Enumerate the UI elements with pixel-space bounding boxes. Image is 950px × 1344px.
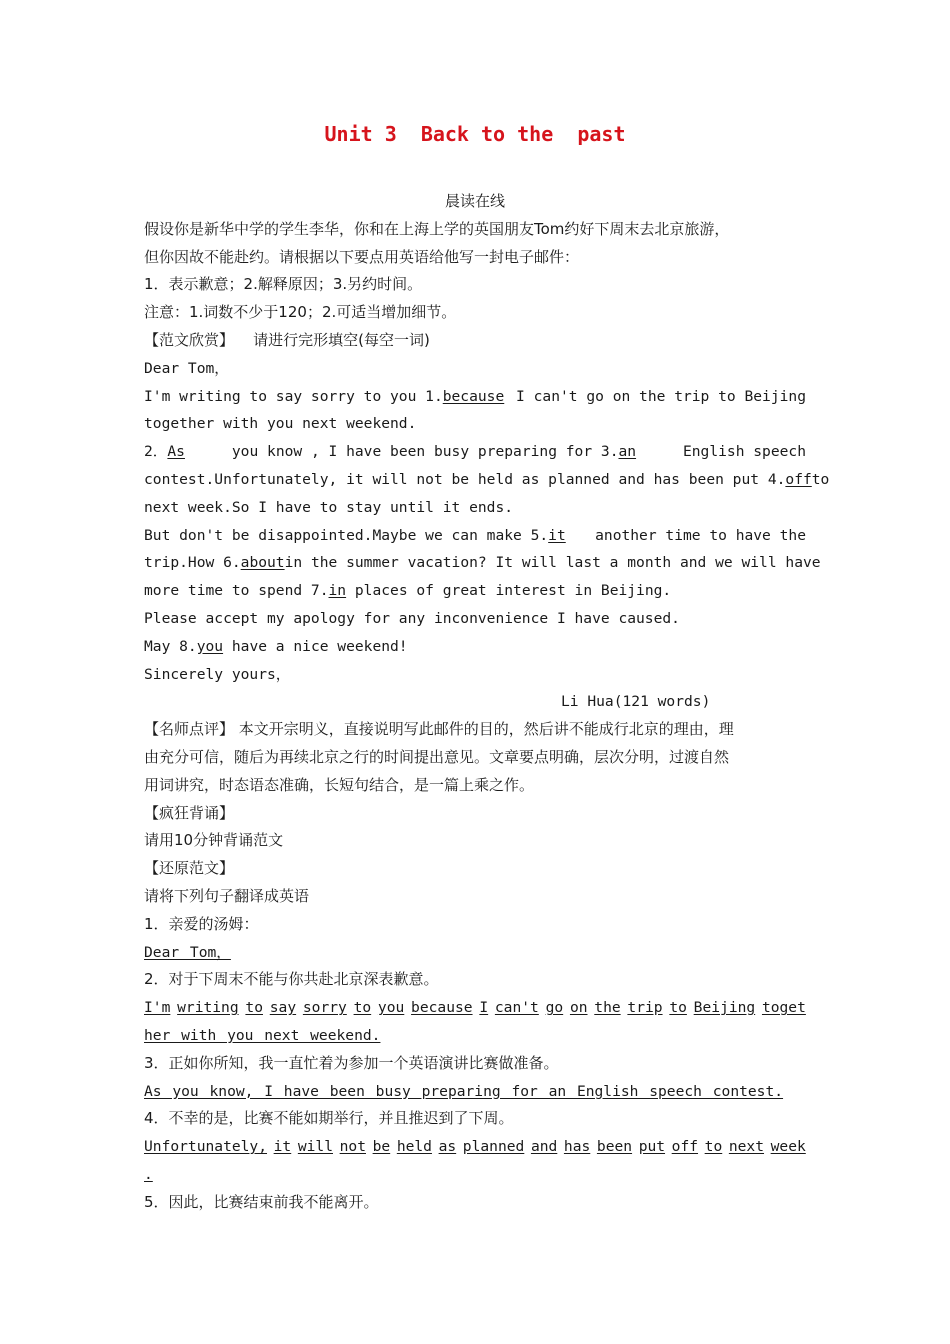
question-1: 1．亲爱的汤姆： <box>144 914 259 933</box>
text-segment: trip.How 6.about <box>144 554 285 572</box>
text-segment: another time to have the <box>595 526 806 544</box>
answer-word: to <box>245 999 263 1017</box>
text-segment: to <box>811 470 830 488</box>
answer-word: to <box>669 999 687 1017</box>
answer-word: to <box>353 999 372 1017</box>
question-3: 3．正如你所知，我一直忙着为参加一个英语演讲比赛做准备。 <box>144 1053 559 1072</box>
answer-word: has <box>563 1138 591 1156</box>
recite-instruction: 请用10分钟背诵范文 <box>144 831 284 850</box>
answer-word: the <box>594 999 621 1017</box>
text-segment: you know , I have been busy preparing for 3.an <box>231 443 637 461</box>
answer-4-line-2: . <box>144 1165 153 1183</box>
model-header-tag: 【范文欣赏】 <box>144 330 235 349</box>
blank-6: about <box>240 554 285 572</box>
answer-word: week <box>770 1138 806 1156</box>
answer-word: and <box>530 1138 558 1156</box>
answer-1: Dear Tom， <box>144 943 231 961</box>
letter-signature: Li Hua(121 words) <box>561 693 711 711</box>
letter-para5: May 8.you have a nice weekend! <box>144 637 408 655</box>
letter-para3-line1 <box>144 522 806 550</box>
prompt-line-2: 但你因故不能赴约。请根据以下要点用英语给他写一封电子邮件： <box>144 247 580 266</box>
blank-5: it <box>548 526 566 544</box>
blank-8: you <box>196 637 224 655</box>
question-4: 4．不幸的是，比赛不能如期举行，并且推迟到了下周。 <box>144 1109 514 1128</box>
letter-para2-line3: next week.So I have to stay until it ends. <box>144 498 514 516</box>
unit-title: Unit 3 Back to the past <box>324 122 626 146</box>
answer-word: not <box>339 1138 366 1156</box>
letter-para1-line1 <box>144 383 806 411</box>
answer-word: be <box>372 1138 391 1156</box>
answer-word: will <box>297 1138 333 1156</box>
answer-word: held <box>396 1138 432 1156</box>
answer-word: Unfortunately, <box>144 1138 268 1156</box>
letter-para3-line3: more time to spend 7.in places of great interest in Beijing. <box>144 582 672 600</box>
letter-greeting: Dear Tom， <box>144 359 229 377</box>
answer-word: as <box>438 1138 457 1156</box>
question-5: 5．因此，比赛结束前我不能离开。 <box>144 1192 379 1211</box>
text-segment: contest.Unfortunately, it will not be held as planned and has been put 4.off <box>144 470 812 488</box>
teacher-comment-line-1: 【名师点评】 本文开宗明义，直接说明写此邮件的目的，然后讲不能成行北京的理由，理 <box>144 720 734 739</box>
answer-word: put <box>638 1138 666 1156</box>
answer-word: it <box>273 1138 292 1156</box>
answer-4-line-1 <box>144 1133 806 1161</box>
answer-2-line-1 <box>144 994 806 1022</box>
letter-para2-line2 <box>144 466 830 494</box>
answer-word: you <box>377 999 405 1017</box>
answer-word: because <box>411 999 473 1017</box>
letter-para2-line1 <box>144 438 806 466</box>
text-segment: But don't be disappointed.Maybe we can make 5.it <box>144 526 566 544</box>
answer-word: writing <box>177 999 239 1017</box>
answer-word: say <box>269 999 297 1017</box>
model-header-instruction: 请进行完形填空(每空一词) <box>253 330 430 349</box>
question-2: 2．对于下周末不能与你共赴北京深表歉意。 <box>144 970 439 989</box>
blank-7: in <box>328 582 347 600</box>
section-title: 晨读在线 <box>444 192 505 210</box>
answer-word: Beijing <box>693 999 756 1017</box>
answer-word: off <box>671 1138 699 1156</box>
teacher-comment-line-3: 用词讲究，时态语态准确，长短句结合，是一篇上乘之作。 <box>144 775 535 794</box>
answer-word: go <box>545 999 564 1017</box>
blank-3: an <box>618 443 637 461</box>
text-segment: 2．As <box>144 443 185 461</box>
answer-2-line-2: her with you next weekend. <box>144 1026 381 1044</box>
answer-word: I <box>479 999 489 1017</box>
answer-word: planned <box>462 1138 525 1156</box>
answer-word: trip <box>627 999 663 1017</box>
restore-tag: 【还原范文】 <box>144 859 235 878</box>
prompt-points: 1．表示歉意；2.解释原因；3.另约时间。 <box>144 275 423 294</box>
document-body <box>144 188 830 1216</box>
letter-closing: Sincerely yours， <box>144 665 291 683</box>
blank-4: off <box>785 470 812 488</box>
answer-word: I'm <box>144 999 171 1017</box>
answer-word: been <box>596 1138 633 1156</box>
blank-1: because <box>442 387 505 405</box>
text-segment: I'm writing to say sorry to you 1.because <box>144 387 505 405</box>
answer-word: to <box>704 1138 723 1156</box>
answer-word: sorry <box>302 999 347 1017</box>
blank-2: As <box>167 443 185 461</box>
text-segment: English speech <box>682 443 806 461</box>
prompt-notes: 注意：1.词数不少于120；2.可适当增加细节。 <box>144 303 457 322</box>
answer-word: on <box>569 999 588 1017</box>
answer-word: can't <box>494 999 539 1017</box>
restore-instruction: 请将下列句子翻译成英语 <box>144 886 310 905</box>
text-segment: in the summer vacation? It will last a month and we will have <box>284 554 821 572</box>
letter-para1-line2: together with you next weekend. <box>144 415 417 433</box>
answer-3: As you know, I have been busy preparing for an English speech contest. <box>144 1082 784 1100</box>
letter-para4: Please accept my apology for any inconvenience I have caused. <box>144 609 680 627</box>
recite-tag: 【疯狂背诵】 <box>144 803 235 822</box>
text-segment: I can't go on the trip to Beijing <box>516 387 806 405</box>
letter-para3-line2 <box>144 549 821 577</box>
teacher-comment-line-2: 由充分可信，随后为再续北京之行的时间提出意见。文章要点明确，层次分明，过渡自然 <box>144 747 730 766</box>
answer-word: next <box>728 1138 765 1156</box>
prompt-line-1: 假设你是新华中学的学生李华，你和在上海上学的英国朋友Tom约好下周末去北京旅游， <box>144 219 730 238</box>
model-header <box>144 327 806 355</box>
answer-word: toget <box>761 999 806 1017</box>
